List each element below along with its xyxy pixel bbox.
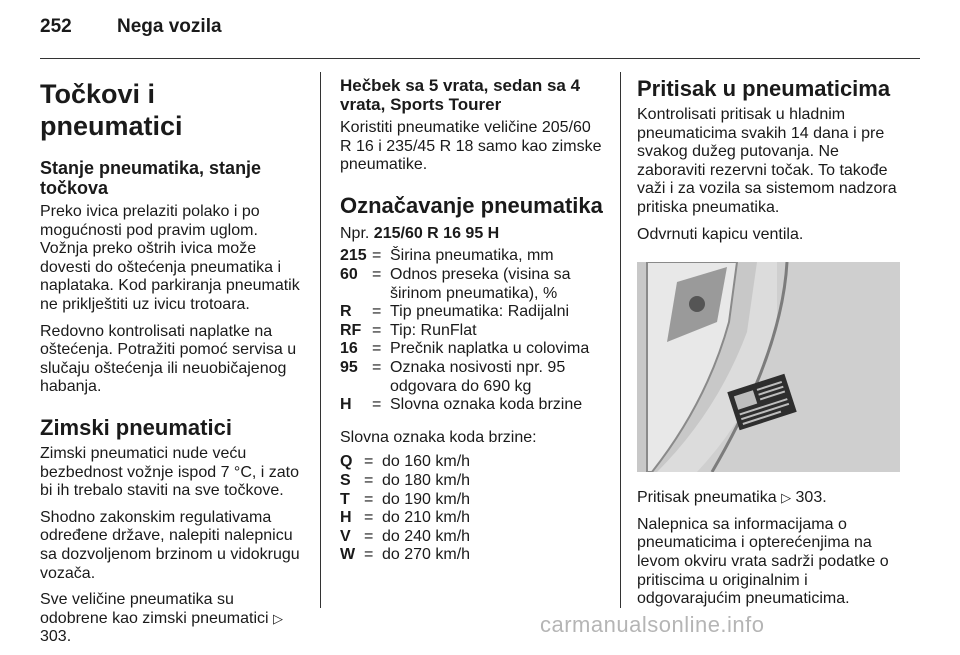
paragraph-text: Pritisak pneumatika xyxy=(637,489,782,507)
code-key: S xyxy=(340,471,351,489)
equals-sign: = xyxy=(364,490,374,508)
equals-sign: = xyxy=(372,396,382,414)
column-divider xyxy=(620,72,621,608)
definition-row xyxy=(340,528,605,547)
code-meaning: do 190 km/h xyxy=(382,490,471,508)
definition-row xyxy=(340,322,605,341)
paragraph: Zimski pneumatici nude veću bezbednost vožnje ispod 7 °C, i zato bi ih trebalo staviti na sve točkove. xyxy=(40,444,299,500)
equals-sign: = xyxy=(372,247,382,265)
paragraph: Preko ivica prelaziti polako i po mogućnosti pod pravim uglom. Vožnja preko oštrih ivica može dovesti do oštećenja pneumatika i naplataka. Kod parkiranja pneumatik ne priklještiti uz ivicu trotoara. xyxy=(40,203,300,313)
code-key: T xyxy=(340,490,350,508)
paragraph: Shodno zakonskim regulativama određene države, nalepiti nalepnicu sa dozvoljenom brzinom u vidokrugu vozača. xyxy=(40,508,300,582)
code-key: H xyxy=(340,509,352,527)
code-meaning: do 270 km/h xyxy=(382,546,471,564)
speed-intro: Slovna oznaka koda brzine: xyxy=(340,428,537,446)
equals-sign: = xyxy=(372,358,382,376)
code-meaning: Prečnik naplatka u colovima xyxy=(390,340,590,358)
equals-sign: = xyxy=(364,453,374,471)
equals-sign: = xyxy=(364,546,374,564)
column-2 xyxy=(340,72,605,575)
page-reference-arrow-icon: ▷ xyxy=(273,610,284,626)
example-prefix: Npr. xyxy=(340,224,374,242)
definition-row xyxy=(340,303,605,322)
definition-row xyxy=(340,396,605,415)
paragraph xyxy=(637,489,902,508)
definition-row xyxy=(340,247,605,266)
equals-sign: = xyxy=(364,527,374,545)
equals-sign: = xyxy=(372,321,382,339)
heading-winter-tires: Zimski pneumatici xyxy=(40,414,232,440)
code-key: 16 xyxy=(340,340,358,358)
paragraph xyxy=(40,591,305,647)
code-key: H xyxy=(340,396,352,414)
paragraph: Redovno kontrolisati naplatke na oštećenja. Potražiti pomoć servisa u slučaju oštećenja ili neuobičajenog habanja. xyxy=(40,322,297,396)
code-meaning: Slovna oznaka koda brzine xyxy=(390,396,583,414)
header-divider xyxy=(40,58,920,59)
definition-row xyxy=(340,491,605,510)
code-key: 60 xyxy=(340,265,358,283)
page-header xyxy=(40,16,222,38)
definition-row xyxy=(340,453,605,472)
speed-code-list xyxy=(340,453,605,565)
page-number: 252 xyxy=(40,16,72,37)
tire-code-definitions xyxy=(340,247,605,414)
watermark: carmanualsonline.info xyxy=(540,612,765,637)
subheading-body-types: Hečbek sa 5 vrata, sedan sa 4 vrata, Sports Tourer xyxy=(340,76,581,114)
code-meaning: do 210 km/h xyxy=(382,509,471,527)
definition-row xyxy=(340,472,605,491)
section-title: Nega vozila xyxy=(117,16,222,37)
paragraph-text: Sve veličine pneumatika su odobrene kao zimski pneumatici xyxy=(40,591,274,627)
code-meaning: do 240 km/h xyxy=(382,527,471,545)
code-key: V xyxy=(340,527,351,545)
page-reference-arrow-icon: ▷ xyxy=(781,490,792,506)
paragraph: Odvrnuti kapicu ventila. xyxy=(637,225,804,243)
definition-row xyxy=(340,266,605,303)
code-meaning: Širina pneumatika, mm xyxy=(390,247,554,265)
code-key: 215 xyxy=(340,247,367,265)
code-meaning: do 180 km/h xyxy=(382,471,471,489)
equals-sign: = xyxy=(372,265,382,283)
column-1 xyxy=(40,72,305,655)
page-reference[interactable]: 303. xyxy=(795,489,827,507)
column-divider xyxy=(320,72,321,608)
code-meaning: Oznaka nosivosti npr. 95 odgovara do 690 kg xyxy=(390,358,566,395)
subheading-tire-condition: Stanje pneumatika, stanje točkova xyxy=(40,158,262,198)
code-meaning: do 160 km/h xyxy=(382,453,471,471)
definition-row xyxy=(340,340,605,359)
paragraph: Kontrolisati pritisak u hladnim pneumaticima svakih 14 dana i pre svakog dužeg putovanja. Ne zaboraviti rezervni točak. To takođe važi i za vozila sa sistemom nadzora pritiska pneumatika. xyxy=(637,106,897,216)
door-frame-tire-label-photo xyxy=(637,262,900,472)
equals-sign: = xyxy=(372,340,382,358)
equals-sign: = xyxy=(364,471,374,489)
page-reference[interactable]: 303. xyxy=(40,628,72,646)
paragraph: Koristiti pneumatike veličine 205/60 R 16 i 235/45 R 18 samo kao zimske pneumatike. xyxy=(340,119,602,174)
chapter-title: Točkovi i pneumatici xyxy=(40,79,183,141)
definition-row xyxy=(340,359,605,396)
code-meaning: Odnos preseka (visina sa širinom pneumatika), % xyxy=(390,265,571,302)
code-key: 95 xyxy=(340,358,358,376)
code-key: W xyxy=(340,546,356,564)
column-3 xyxy=(637,72,902,617)
heading-tire-marking: Označavanje pneumatika xyxy=(340,192,603,218)
code-key: RF xyxy=(340,321,362,339)
example-line xyxy=(340,225,605,244)
paragraph: Nalepnica sa informacijama o pneumaticima i opterećenjima na levom okviru vrata sadrži podatke o pritiscima u originalnim i odgovarajućim pneumaticima. xyxy=(637,515,889,608)
equals-sign: = xyxy=(372,303,382,321)
code-key: R xyxy=(340,303,352,321)
code-meaning: Tip: RunFlat xyxy=(390,321,477,339)
code-meaning: Tip pneumatika: Radijalni xyxy=(390,303,570,321)
definition-row xyxy=(340,546,605,565)
heading-tire-pressure: Pritisak u pneumaticima xyxy=(637,76,891,101)
example-code: 215/60 R 16 95 H xyxy=(373,224,500,242)
definition-row xyxy=(340,509,605,528)
equals-sign: = xyxy=(364,509,374,527)
code-key: Q xyxy=(340,453,353,471)
